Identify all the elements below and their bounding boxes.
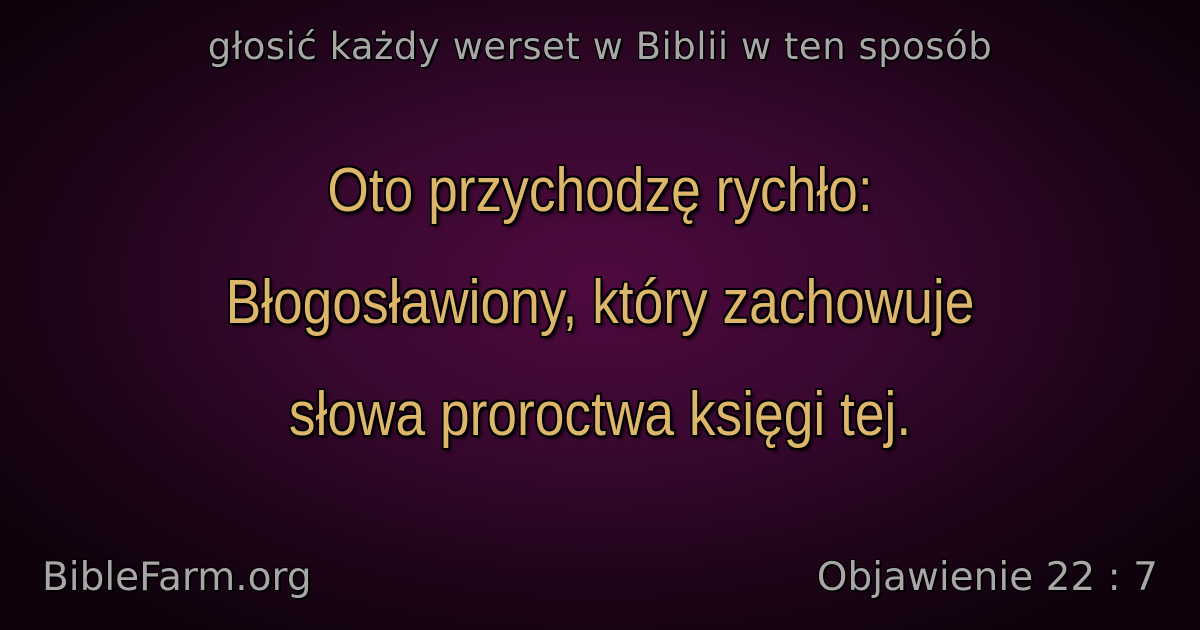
- tagline: głosić każdy werset w Biblii w ten sposób: [207, 25, 993, 68]
- verse-line-1: Oto przychodzę rychło:: [327, 156, 873, 225]
- site-name: BibleFarm.org: [42, 555, 312, 600]
- verse-reference: Objawienie 22 : 7: [816, 555, 1158, 600]
- verse-line-3: słowa proroctwa księgi tej.: [288, 380, 912, 449]
- verse-line-2: Błogosławiony, który zachowuje: [225, 268, 975, 337]
- verse-text: [118, 135, 1081, 471]
